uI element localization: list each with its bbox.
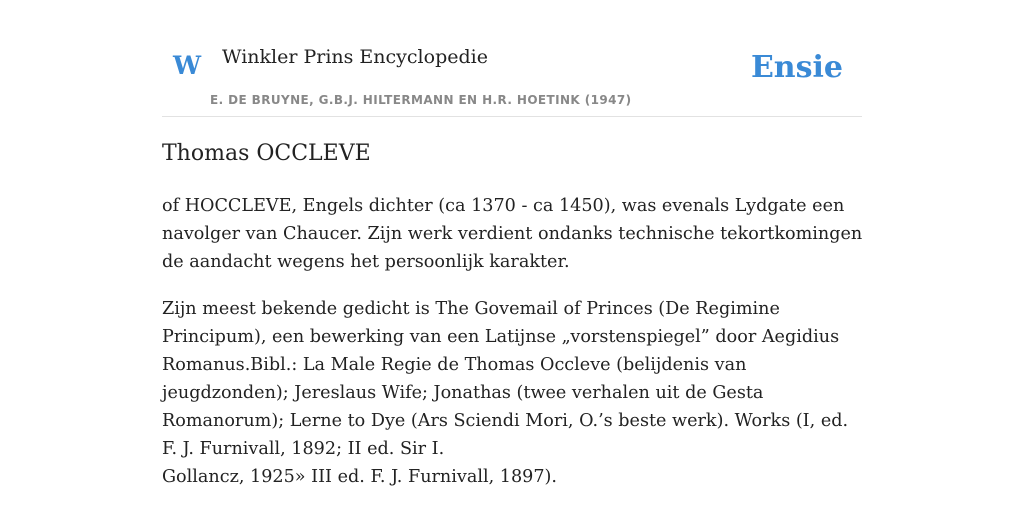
publication-title[interactable]: Winkler Prins Encyclopedie: [222, 46, 488, 68]
ensie-brand-logo[interactable]: Ensie: [750, 50, 843, 85]
article-paragraph-1: of HOCCLEVE, Engels dichter (ca 1370 - ca 1450), was evenals Lydgate een navolger van Chaucer. Zijn werk verdient ondanks technische tekortkomingen de aandacht wegens het persoonlijk karakter.: [162, 196, 863, 272]
article-paragraph-2: Zijn meest bekende gedicht is The Govemail of Princes (De Regimine Principum), een bewerking van een Latijnse „vorstenspiegel” door Aegidius Romanus.Bibl.: La Male Regie de Thomas Occleve (belijdenis van jeugdzonden); Jereslaus Wife; Jonathas (twee verhalen uit de Gesta Romanorum); Lerne to Dye (Ars Sciendi Mori, O.’s beste werk). Works (I, ed. F. J. Furnivall, 1892; II ed. Sir I.: [162, 299, 849, 459]
publication-authors: E. DE BRUYNE, G.B.J. HILTERMANN EN H.R. HOETINK (1947): [210, 93, 632, 107]
winkler-prins-logo-icon[interactable]: W: [173, 51, 202, 80]
article-title: Thomas OCCLEVE: [162, 141, 371, 166]
article-paragraph-3: Gollancz, 1925» III ed. F. J. Furnivall, 1897).: [162, 467, 557, 487]
page-header: [162, 0, 862, 117]
